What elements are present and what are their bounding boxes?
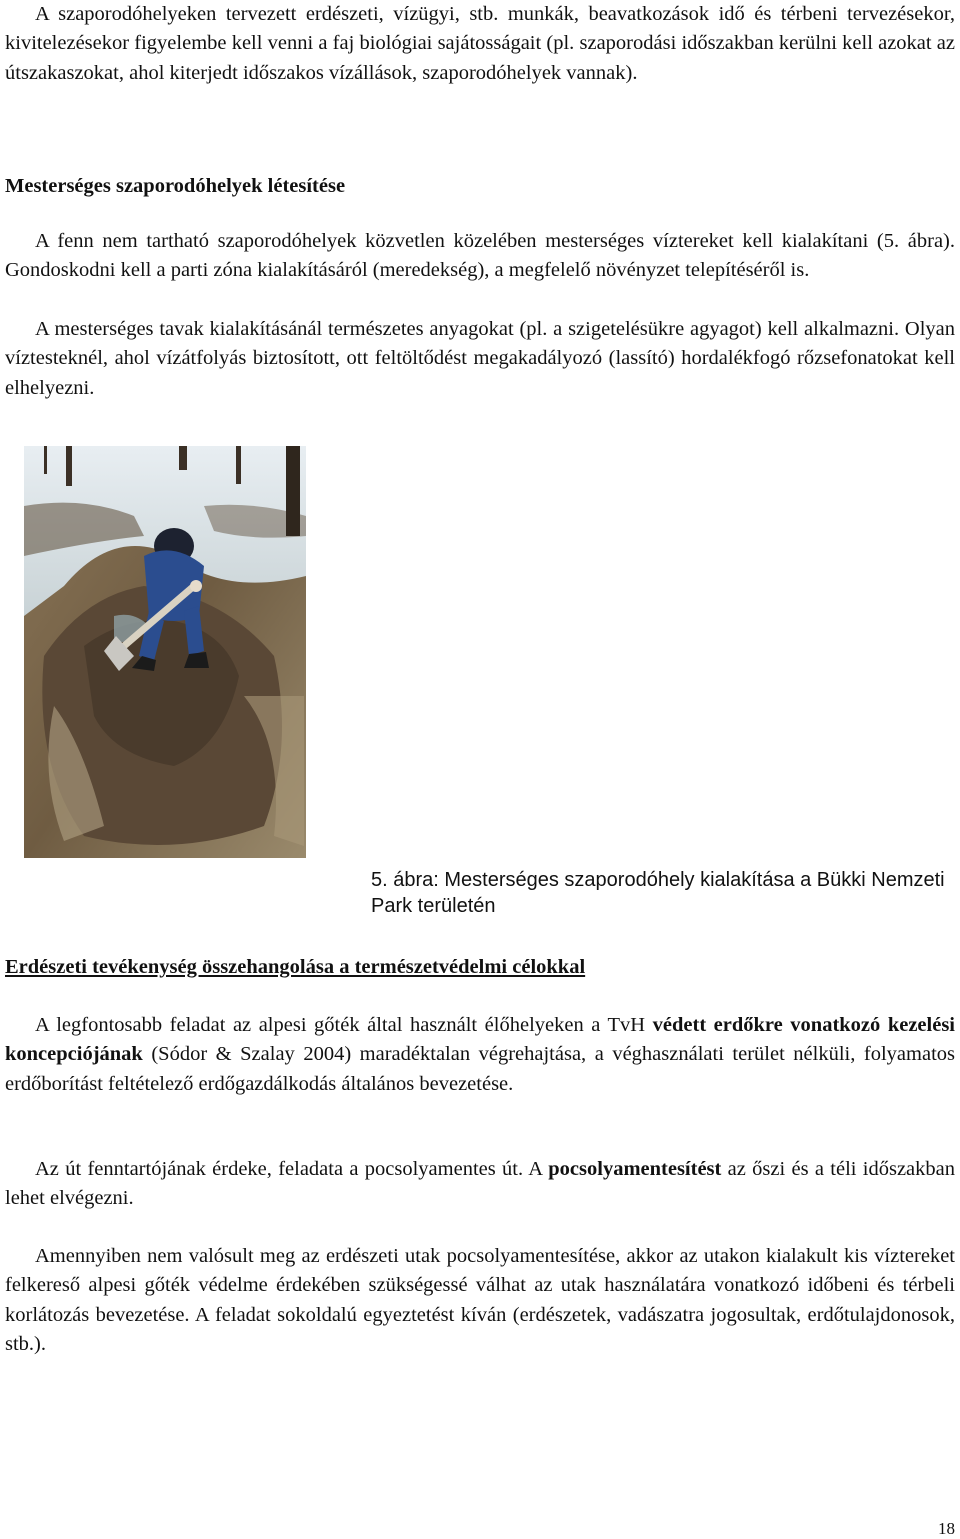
section1-paragraph-2: A mesterséges tavak kialakításánál természetes anyagokat (pl. a szigetelésükre agyagot) kell alkalmazni. Olyan víztesteknél, ahol vízátfolyás biztosított, ott feltöltődést megakadályozó (lassító) hordalékfogó rőzsefonatokat kell elhelyezni. [5,318,955,399]
section2-paragraph-3: Amennyiben nem valósult meg az erdészeti utak pocsolyamentesítése, akkor az utakon kialakult kis víztereket felkereső alpesi gőték védelme érdekében szükségessé válhat az utak használatára vonatkozó időbeni és térbeli korlátozás bevezetése. A feladat sokoldalú egyeztetést kíván (erdészetek, vadászatra jogosultak, erdőtulajdonosok, stb.). [5,1245,955,1355]
section2-paragraph-1 [5,1011,955,1099]
p1-text-end: (Sódor & Szalay 2004) maradéktalan végrehajtása, a véghasználati terület nélküli, folyamatos erdőborítást feltételező erdőgazdálkodás általános bevezetése. [5,1043,955,1095]
intro-paragraph: A szaporodóhelyeken tervezett erdészeti, vízügyi, stb. munkák, beavatkozások idő és térbeni tervezésekor, kivitelezésekor figyelembe kell venni a faj biológiai sajátosságait (pl. szaporodási időszakban kerülni kell azokat az útszakaszokat, ahol kiterjedt időszakos vízállások, szaporodóhelyek vannak). [5,3,955,84]
figure-caption: 5. ábra: Mesterséges szaporodóhely kialakítása a Bükki Nemzeti Park területén [371,869,945,917]
section1-paragraph-1: A fenn nem tartható szaporodóhelyek közvetlen közelében mesterséges víztereket kell kialakítani (5. ábra). Gondoskodni kell a parti zóna kialakításáról (meredekség), a megfelelő növényzet telepítéséről is. [5,230,955,282]
section-heading-forestry-coordination: Erdészeti tevékenység összehangolása a természetvédelmi célokkal [5,956,586,978]
p2-text-bold: pocsolyamentesítést [548,1158,722,1180]
section2-paragraph-2 [5,1155,955,1214]
figure-photo [24,446,306,858]
p1-text-bold: védett erdőkre vonatkozó kezelési koncepciójának [5,1014,955,1066]
p2-text-end: az őszi és a téli időszakban lehet elvégezni. [5,1158,955,1210]
page-number: 18 [938,1519,955,1538]
p2-text-start: Az út fenntartójának érdeke, feladata a pocsolyamentes út. A [35,1158,549,1180]
photo-person-digging-pond-image [24,446,306,858]
p1-text-start: A legfontosabb feladat az alpesi gőték által használt élőhelyeken a TvH [35,1014,653,1036]
section-heading-artificial-breeding-sites: Mesterséges szaporodóhelyek létesítése [5,175,346,197]
